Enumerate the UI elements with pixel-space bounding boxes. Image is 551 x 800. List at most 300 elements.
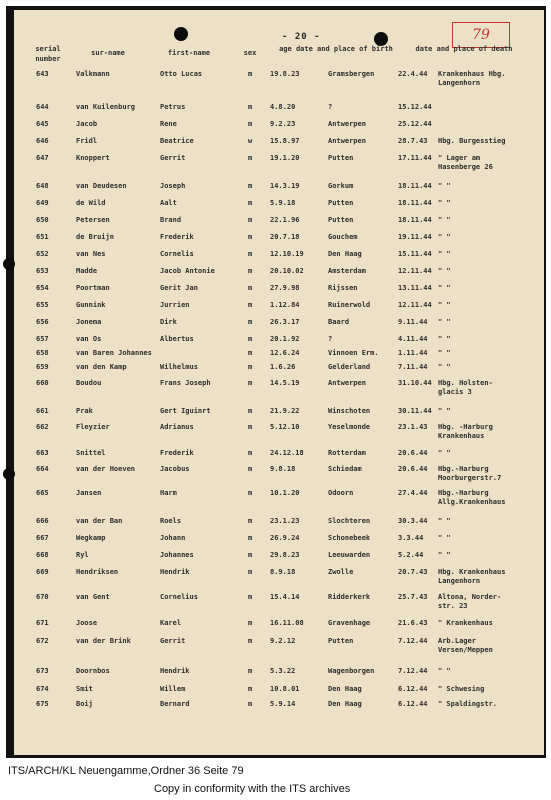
cell-death-date: 28.7.43 [398,137,428,145]
cell-surname: Poortman [76,284,110,292]
cell-surname: van Gent [76,593,110,601]
table-row [14,568,544,585]
cell-serial: 675 [36,700,49,708]
cell-firstname: Gerrit [160,637,186,645]
cell-sex: m [248,637,253,645]
cell-birth-place: Antwerpen [328,379,366,387]
cell-firstname: Johann [160,534,186,542]
cell-sex: m [248,182,253,190]
cell-death-place: " " [438,534,451,542]
cell-firstname: Wilhelmus [160,363,198,371]
cell-death-place: " " [438,267,451,275]
cell-serial: 644 [36,103,49,111]
table-row [14,685,544,699]
cell-death-place: " " [438,182,451,190]
table-row [14,284,544,298]
cell-birth-place: Putten [328,637,354,645]
cell-death-place: " " [438,199,451,207]
table-row [14,363,544,377]
cell-serial: 643 [36,70,49,78]
cell-birth-date: 22.1.96 [270,216,300,224]
cell-sex: m [248,685,253,693]
cell-birth-date: 9.2.23 [270,120,296,128]
table-row [14,137,544,151]
cell-sex: m [248,70,253,78]
cell-firstname: Hendrik [160,568,190,576]
cell-serial: 657 [36,335,49,343]
binder-hole [3,258,15,270]
cell-death-date: 19.11.44 [398,233,432,241]
cell-surname: van Baren Johannes [76,349,152,357]
cell-sex: m [248,449,253,457]
cell-surname: van der Hoeven [76,465,136,473]
archive-reference: ITS/ARCH/KL Neuengamme,Ordner 36 Seite 79 [8,765,244,777]
table-row [14,637,544,654]
table-row [14,182,544,196]
table-row [14,233,544,247]
cell-death-date: 20.6.44 [398,465,428,473]
cell-birth-place: Ridderkerk [328,593,371,601]
cell-death-place: " " [438,667,451,675]
document-page [14,10,544,755]
cell-sex: m [248,568,253,576]
cell-birth-place: Yeselmonde [328,423,371,431]
cell-death-date: 17.11.44 [398,154,432,162]
cell-birth-date: 20.7.18 [270,233,300,241]
cell-death-date: 7.12.44 [398,637,428,645]
table-row [14,335,544,349]
cell-serial: 656 [36,318,49,326]
cell-surname: Wegkamp [76,534,106,542]
cell-birth-date: 29.8.23 [270,551,300,559]
cell-sex: m [248,700,253,708]
table-row [14,250,544,264]
cell-death-date: 6.12.44 [398,685,428,693]
cell-serial: 654 [36,284,49,292]
cell-death-place: Hbg. -Harburg [438,423,493,431]
cell-birth-place: Den Haag [328,685,362,693]
cell-birth-date: 5.12.10 [270,423,300,431]
table-row [14,619,544,633]
cell-death-place: " " [438,335,451,343]
cell-serial: 673 [36,667,49,675]
cell-birth-date: 26.9.24 [270,534,300,542]
cell-death-date: 15.12.44 [398,103,432,111]
cell-sex: m [248,216,253,224]
cell-death-place: " Spaldingstr. [438,700,498,708]
cell-firstname: Cornelis [160,250,194,258]
cell-death-date: 31.10.44 [398,379,432,387]
cell-serial: 665 [36,489,49,497]
cell-birth-place: Ruinerwold [328,301,371,309]
cell-sex: m [248,517,253,525]
cell-surname: Smit [76,685,93,693]
cell-firstname: Jacob Antonie [160,267,215,275]
cell-birth-place: Gravenhage [328,619,371,627]
cell-surname: Jacob [76,120,98,128]
cell-birth-date: 27.9.98 [270,284,300,292]
cell-birth-date: 14.3.19 [270,182,300,190]
cell-birth-place: ? [328,103,333,111]
table-row [14,593,544,610]
cell-death-place: Altona, Norder- [438,593,502,601]
table-row [14,301,544,315]
cell-birth-place: Gorkum [328,182,354,190]
cell-serial: 669 [36,568,49,576]
cell-firstname: Beatrice [160,137,194,145]
cell-sex: m [248,619,253,627]
cell-birth-date: 9.8.18 [270,465,296,473]
cell-sex: m [248,284,253,292]
cell-serial: 672 [36,637,49,645]
cell-firstname: Gerrit [160,154,186,162]
cell-serial: 661 [36,407,49,415]
cell-birth-date: 21.9.22 [270,407,300,415]
cell-birth-place: Gelderland [328,363,371,371]
cell-surname: van Deudesen [76,182,127,190]
cell-firstname: Frans Joseph [160,379,211,387]
cell-surname: Snittel [76,449,106,457]
cell-death-date: 12.11.44 [398,301,432,309]
cell-surname: Madde [76,267,98,275]
cell-death-place: " " [438,407,451,415]
cell-sex: m [248,267,253,275]
cell-birth-place: Gramsbergen [328,70,375,78]
cell-birth-place: Rijssen [328,284,358,292]
cell-surname: van Kuilenburg [76,103,136,111]
cell-death-date: 27.4.44 [398,489,428,497]
table-row [14,423,544,440]
cell-serial: 671 [36,619,49,627]
cell-surname: Valkmann [76,70,110,78]
cell-death-place: " " [438,250,451,258]
cell-death-place: Hbg. Holsten- [438,379,493,387]
cell-death-place: Arb.Lager [438,637,476,645]
cell-firstname: Bernard [160,700,190,708]
cell-surname: Ryl [76,551,89,559]
cell-death-place-line2: Hasenberge 26 [438,163,493,171]
header-firstname: first-name [167,49,211,57]
cell-birth-date: 12.10.19 [270,250,304,258]
cell-birth-place: Wagenborgen [328,667,375,675]
cell-firstname: Frederik [160,449,194,457]
cell-death-date: 5.2.44 [398,551,424,559]
table-row [14,449,544,463]
cell-sex: m [248,199,253,207]
cell-death-date: 18.11.44 [398,182,432,190]
cell-death-place-line2: Allg.Krankenhaus [438,498,506,506]
cell-firstname: Aalt [160,199,177,207]
header-serial: serial number [35,45,61,63]
cell-birth-date: 23.1.23 [270,517,300,525]
cell-surname: Jansen [76,489,102,497]
cell-death-date: 18.11.44 [398,216,432,224]
cell-birth-place: Amsterdam [328,267,366,275]
cell-surname: Boij [76,700,93,708]
header-sex: sex [243,49,257,57]
cell-sex: m [248,465,253,473]
cell-death-date: 20.6.44 [398,449,428,457]
cell-birth-date: 19.8.23 [270,70,300,78]
cell-surname: Joose [76,619,98,627]
cell-birth-place: ? [328,335,333,343]
cell-death-place: " Lager am [438,154,481,162]
cell-serial: 667 [36,534,49,542]
cell-birth-date: 14.5.19 [270,379,300,387]
cell-death-date: 25.12.44 [398,120,432,128]
cell-birth-date: 5.9.18 [270,199,296,207]
conformity-note: Copy in conformity with the ITS archives [154,783,351,795]
cell-death-place: Hbg.-Harburg [438,465,489,473]
cell-death-date: 22.4.44 [398,70,428,78]
cell-serial: 664 [36,465,49,473]
page-number: - 20 - [282,32,321,42]
cell-death-date: 6.12.44 [398,700,428,708]
cell-firstname: Jurrien [160,301,190,309]
cell-death-date: 13.11.44 [398,284,432,292]
cell-firstname: Harm [160,489,177,497]
cell-firstname: Jacobus [160,465,190,473]
table-row [14,103,544,117]
cell-firstname: Johannes [160,551,194,559]
cell-serial: 663 [36,449,49,457]
cell-birth-place: Rotterdam [328,449,366,457]
cell-birth-date: 24.12.18 [270,449,304,457]
cell-sex: m [248,120,253,128]
cell-birth-date: 20.10.02 [270,267,304,275]
table-row [14,489,544,506]
cell-birth-place: Gouchem [328,233,358,241]
cell-birth-date: 1.6.26 [270,363,296,371]
table-row [14,517,544,531]
cell-birth-date: 15.8.97 [270,137,300,145]
cell-firstname: Roels [160,517,182,525]
cell-sex: m [248,154,253,162]
cell-surname: Gunnink [76,301,106,309]
cell-death-place: " Schwesing [438,685,485,693]
cell-death-place: " " [438,517,451,525]
cell-death-place-line2: Langenhorn [438,577,481,585]
table-row [14,199,544,213]
cell-death-place: " " [438,349,451,357]
cell-death-date: 9.11.44 [398,318,428,326]
cell-death-date: 23.1.43 [398,423,428,431]
punch-hole [174,27,188,41]
table-row [14,267,544,281]
cell-birth-place: Leeuwarden [328,551,371,559]
cell-death-place: " " [438,363,451,371]
cell-birth-place: Slochteren [328,517,371,525]
cell-sex: m [248,250,253,258]
cell-surname: Fridl [76,137,98,145]
cell-death-place: Hbg.-Harburg [438,489,489,497]
cell-death-place-line2: glacis 3 [438,388,472,396]
cell-firstname: Gert Iguinrt [160,407,211,415]
table-row [14,667,544,681]
cell-birth-date: 26.3.17 [270,318,300,326]
table-row [14,349,544,363]
cell-firstname: Petrus [160,103,186,111]
cell-death-date: 18.11.44 [398,199,432,207]
cell-birth-place: Den Haag [328,250,362,258]
cell-serial: 645 [36,120,49,128]
cell-sex: m [248,301,253,309]
cell-sex: m [248,423,253,431]
cell-serial: 646 [36,137,49,145]
cell-surname: Boudou [76,379,102,387]
cell-death-place: " " [438,449,451,457]
cell-serial: 648 [36,182,49,190]
cell-death-place: " Krankenhaus [438,619,493,627]
cell-birth-date: 16.11.08 [270,619,304,627]
cell-birth-place: Zwolle [328,568,354,576]
cell-serial: 652 [36,250,49,258]
cell-sex: m [248,349,253,357]
cell-firstname: Albertus [160,335,194,343]
cell-serial: 670 [36,593,49,601]
cell-death-place: Hbg. Burgesstieg [438,137,506,145]
cell-death-date: 7.12.44 [398,667,428,675]
cell-birth-place: Antwerpen [328,120,366,128]
cell-death-date: 25.7.43 [398,593,428,601]
table-row [14,700,544,714]
cell-death-date: 30.3.44 [398,517,428,525]
cell-surname: van der Ban [76,517,123,525]
cell-serial: 674 [36,685,49,693]
cell-firstname: Dirk [160,318,177,326]
cell-birth-date: 15.4.14 [270,593,300,601]
cell-serial: 660 [36,379,49,387]
cell-death-place: Krankenhaus Hbg. [438,70,506,78]
cell-birth-place: Winschoten [328,407,371,415]
cell-sex: m [248,379,253,387]
cell-death-place-line2: Krankenhaus [438,432,485,440]
cell-birth-place: Vinnoen Erm. [328,349,379,357]
cell-sex: w [248,137,253,145]
cell-sex: m [248,489,253,497]
cell-serial: 655 [36,301,49,309]
cell-surname: Doornbos [76,667,110,675]
cell-firstname: Gerit Jan [160,284,198,292]
cell-death-place: " " [438,551,451,559]
table-row [14,70,544,87]
cell-birth-date: 19.1.20 [270,154,300,162]
cell-birth-place: Baard [328,318,350,326]
cell-firstname: Hendrik [160,667,190,675]
cell-death-place: " " [438,301,451,309]
cell-birth-date: 5.9.14 [270,700,296,708]
cell-firstname: Otto Lucas [160,70,203,78]
cell-serial: 650 [36,216,49,224]
table-row [14,216,544,230]
table-row [14,154,544,171]
cell-death-place-line2: Moorburgerstr.7 [438,474,502,482]
cell-birth-date: 10.1.20 [270,489,300,497]
cell-death-date: 12.11.44 [398,267,432,275]
cell-sex: m [248,335,253,343]
cell-birth-date: 12.6.24 [270,349,300,357]
cell-firstname: Cornelius [160,593,198,601]
cell-surname: van den Kamp [76,363,127,371]
cell-birth-place: Den Haag [328,700,362,708]
cell-birth-place: Putten [328,154,354,162]
cell-birth-place: Odoorn [328,489,354,497]
cell-surname: Knoppert [76,154,110,162]
table-row [14,534,544,548]
cell-sex: m [248,233,253,241]
cell-birth-place: Putten [328,216,354,224]
cell-death-place: Hbg. Krankenhaus [438,568,506,576]
cell-death-date: 7.11.44 [398,363,428,371]
cell-birth-place: Schiedam [328,465,362,473]
cell-surname: van der Brink [76,637,131,645]
cell-firstname: Brand [160,216,182,224]
cell-serial: 651 [36,233,49,241]
header-death: date and place of death [415,45,513,53]
cell-sex: m [248,667,253,675]
cell-death-date: 30.11.44 [398,407,432,415]
header-birth: age date and place of birth [279,45,393,53]
cell-serial: 647 [36,154,49,162]
cell-death-place: " " [438,318,451,326]
cell-surname: Prak [76,407,93,415]
cell-surname: Fleyzier [76,423,110,431]
cell-death-place-line2: str. 23 [438,602,468,610]
cell-sex: m [248,534,253,542]
cell-firstname: Karel [160,619,182,627]
table-row [14,551,544,565]
cell-death-date: 1.11.44 [398,349,428,357]
cell-death-place: " " [438,216,451,224]
cell-birth-date: 10.8.01 [270,685,300,693]
cell-surname: Petersen [76,216,110,224]
header-surname: sur-name [91,49,125,57]
binder-hole [3,468,15,480]
cell-birth-date: 9.2.12 [270,637,296,645]
cell-birth-date: 1.12.84 [270,301,300,309]
table-row [14,120,544,134]
cell-serial: 668 [36,551,49,559]
cell-sex: m [248,551,253,559]
cell-surname: de Bruijn [76,233,114,241]
cell-birth-date: 20.1.92 [270,335,300,343]
cell-death-place: " " [438,284,451,292]
red-stamp-page-number: 79 [452,22,510,48]
cell-surname: van Nes [76,250,106,258]
cell-birth-date: 4.8.20 [270,103,296,111]
table-row [14,379,544,396]
cell-firstname: Joseph [160,182,186,190]
cell-death-place-line2: Versen/Meppen [438,646,493,654]
cell-surname: van Os [76,335,102,343]
cell-firstname: Willem [160,685,186,693]
cell-birth-date: 5.3.22 [270,667,296,675]
cell-serial: 658 [36,349,49,357]
cell-birth-place: Schonebeek [328,534,371,542]
cell-death-date: 21.6.43 [398,619,428,627]
cell-sex: m [248,318,253,326]
cell-birth-place: Putten [328,199,354,207]
cell-sex: m [248,407,253,415]
cell-serial: 649 [36,199,49,207]
cell-death-date: 3.3.44 [398,534,424,542]
cell-death-place-line2: Langenhorn [438,79,481,87]
cell-surname: Hendriksen [76,568,119,576]
cell-sex: m [248,103,253,111]
cell-serial: 666 [36,517,49,525]
cell-death-place: " " [438,233,451,241]
cell-firstname: Adrianus [160,423,194,431]
